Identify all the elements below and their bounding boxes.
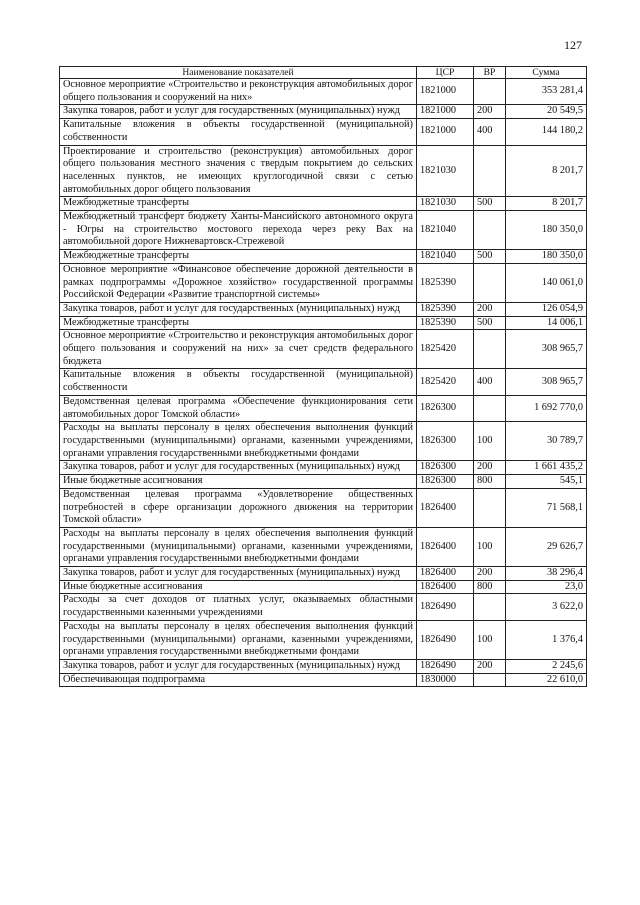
cell-sum: 8 201,7 — [506, 197, 587, 211]
cell-csr: 1830000 — [417, 673, 474, 687]
table-row — [60, 197, 587, 211]
cell-name: Обеспечивающая подпрограмма — [60, 673, 417, 687]
cell-sum: 1 376,4 — [506, 620, 587, 659]
cell-vr: 100 — [474, 620, 506, 659]
cell-vr: 500 — [474, 316, 506, 330]
table-row — [60, 488, 587, 527]
header-row — [60, 67, 587, 79]
cell-csr: 1826490 — [417, 620, 474, 659]
table-row — [60, 594, 587, 620]
table-row — [60, 475, 587, 489]
cell-vr: 100 — [474, 527, 506, 566]
cell-sum: 38 296,4 — [506, 567, 587, 581]
cell-name: Расходы на выплаты персоналу в целях обеспечения выполнения функций государственными (муниципальными) органами, казенными учреждениями, органами управления государственными внебюджетными фондами — [60, 620, 417, 659]
cell-csr: 1825420 — [417, 369, 474, 395]
table-row — [60, 527, 587, 566]
cell-csr: 1826400 — [417, 567, 474, 581]
cell-sum: 30 789,7 — [506, 422, 587, 461]
table-row — [60, 79, 587, 105]
cell-sum: 20 549,5 — [506, 105, 587, 119]
cell-vr: 200 — [474, 567, 506, 581]
cell-name: Межбюджетные трансферты — [60, 197, 417, 211]
cell-sum: 1 692 770,0 — [506, 395, 587, 421]
cell-vr — [474, 79, 506, 105]
cell-csr: 1826300 — [417, 395, 474, 421]
cell-vr: 500 — [474, 197, 506, 211]
cell-sum: 23,0 — [506, 580, 587, 594]
header-vr: ВР — [474, 67, 506, 79]
cell-sum: 308 965,7 — [506, 369, 587, 395]
cell-vr: 100 — [474, 422, 506, 461]
cell-vr: 200 — [474, 659, 506, 673]
table-row — [60, 105, 587, 119]
cell-name: Капитальные вложения в объекты государственной (муниципальной) собственности — [60, 369, 417, 395]
cell-sum: 144 180,2 — [506, 119, 587, 145]
cell-csr: 1821000 — [417, 79, 474, 105]
cell-name: Закупка товаров, работ и услуг для государственных (муниципальных) нужд — [60, 461, 417, 475]
cell-vr — [474, 488, 506, 527]
cell-vr — [474, 594, 506, 620]
table-row — [60, 263, 587, 302]
cell-name: Расходы на выплаты персоналу в целях обеспечения выполнения функций государственными (муниципальными) органами, казенными учреждениями, органами управления государственными внебюджетными фондами — [60, 527, 417, 566]
table-row — [60, 316, 587, 330]
page-number: 127 — [564, 38, 582, 52]
cell-sum: 180 350,0 — [506, 211, 587, 250]
cell-sum: 2 245,6 — [506, 659, 587, 673]
cell-vr — [474, 211, 506, 250]
cell-sum: 126 054,9 — [506, 302, 587, 316]
table-row — [60, 620, 587, 659]
cell-csr: 1826300 — [417, 422, 474, 461]
table-body — [60, 79, 587, 687]
header-name: Наименование показателей — [60, 67, 417, 79]
cell-csr: 1826300 — [417, 475, 474, 489]
cell-name: Иные бюджетные ассигнования — [60, 580, 417, 594]
table-row — [60, 119, 587, 145]
cell-name: Межбюджетный трансферт бюджету Ханты-Мансийского автономного округа - Югры на строительство мостового перехода через реку Вах на автомобильной дороге Нижневартовск-Стрежевой — [60, 211, 417, 250]
cell-sum: 29 626,7 — [506, 527, 587, 566]
cell-vr — [474, 263, 506, 302]
cell-sum: 545,1 — [506, 475, 587, 489]
cell-name: Ведомственная целевая программа «Обеспечение функционирования сети автомобильных дорог Томской области» — [60, 395, 417, 421]
cell-name: Проектирование и строительство (реконструкция) автомобильных дорог общего пользования местного значения с твердым покрытием до сельских населенных пунктов, не имеющих круглогодичной связи с сетью автомобильных дорог общего пользования — [60, 145, 417, 197]
cell-name: Основное мероприятие «Строительство и реконструкция автомобильных дорог общего пользования и сооружений на них» за счет средств федерального бюджета — [60, 330, 417, 369]
cell-vr — [474, 145, 506, 197]
budget-table — [59, 66, 587, 687]
cell-name: Расходы на выплаты персоналу в целях обеспечения выполнения функций государственными (муниципальными) органами, казенными учреждениями, органами управления государственными внебюджетными фондами — [60, 422, 417, 461]
header-csr: ЦСР — [417, 67, 474, 79]
cell-vr: 800 — [474, 475, 506, 489]
cell-sum: 14 006,1 — [506, 316, 587, 330]
cell-vr: 200 — [474, 302, 506, 316]
table-row — [60, 369, 587, 395]
cell-csr: 1826490 — [417, 594, 474, 620]
table-header — [60, 67, 587, 79]
cell-csr: 1821040 — [417, 211, 474, 250]
table-row — [60, 461, 587, 475]
cell-csr: 1825390 — [417, 316, 474, 330]
cell-name: Закупка товаров, работ и услуг для государственных (муниципальных) нужд — [60, 659, 417, 673]
cell-name: Расходы за счет доходов от платных услуг, оказываемых областными государственными казенными учреждениями — [60, 594, 417, 620]
cell-csr: 1825390 — [417, 302, 474, 316]
cell-csr: 1821040 — [417, 250, 474, 264]
table-row — [60, 580, 587, 594]
cell-vr: 400 — [474, 119, 506, 145]
cell-sum: 180 350,0 — [506, 250, 587, 264]
cell-name: Ведомственная целевая программа «Удовлетворение общественных потребностей в сфере организации дорожного движения на территории Томской области» — [60, 488, 417, 527]
cell-sum: 3 622,0 — [506, 594, 587, 620]
cell-csr: 1825390 — [417, 263, 474, 302]
cell-name: Закупка товаров, работ и услуг для государственных (муниципальных) нужд — [60, 302, 417, 316]
cell-csr: 1821000 — [417, 119, 474, 145]
table-row — [60, 673, 587, 687]
table-row — [60, 422, 587, 461]
cell-csr: 1821030 — [417, 145, 474, 197]
table-row — [60, 145, 587, 197]
cell-name: Закупка товаров, работ и услуг для государственных (муниципальных) нужд — [60, 567, 417, 581]
cell-name: Межбюджетные трансферты — [60, 250, 417, 264]
cell-vr: 200 — [474, 461, 506, 475]
cell-name: Закупка товаров, работ и услуг для государственных (муниципальных) нужд — [60, 105, 417, 119]
cell-vr: 400 — [474, 369, 506, 395]
header-sum: Сумма — [506, 67, 587, 79]
cell-csr: 1826300 — [417, 461, 474, 475]
table-row — [60, 250, 587, 264]
cell-csr: 1821030 — [417, 197, 474, 211]
cell-vr: 800 — [474, 580, 506, 594]
cell-name: Межбюджетные трансферты — [60, 316, 417, 330]
cell-sum: 308 965,7 — [506, 330, 587, 369]
cell-vr: 200 — [474, 105, 506, 119]
cell-name: Основное мероприятие «Строительство и реконструкция автомобильных дорог общего пользования и сооружений на них» — [60, 79, 417, 105]
cell-vr — [474, 673, 506, 687]
cell-sum: 140 061,0 — [506, 263, 587, 302]
cell-sum: 353 281,4 — [506, 79, 587, 105]
cell-csr: 1821000 — [417, 105, 474, 119]
cell-name: Основное мероприятие «Финансовое обеспечение дорожной деятельности в рамках подпрограммы «Дорожное хозяйство» государственной программы Российской Федерации «Развитие транспортной системы» — [60, 263, 417, 302]
cell-sum: 22 610,0 — [506, 673, 587, 687]
table-row — [60, 567, 587, 581]
table-row — [60, 302, 587, 316]
cell-csr: 1825420 — [417, 330, 474, 369]
cell-sum: 8 201,7 — [506, 145, 587, 197]
cell-vr — [474, 395, 506, 421]
cell-csr: 1826400 — [417, 580, 474, 594]
cell-csr: 1826490 — [417, 659, 474, 673]
cell-name: Иные бюджетные ассигнования — [60, 475, 417, 489]
cell-sum: 1 661 435,2 — [506, 461, 587, 475]
table-row — [60, 330, 587, 369]
cell-csr: 1826400 — [417, 488, 474, 527]
table-row — [60, 211, 587, 250]
cell-vr — [474, 330, 506, 369]
cell-vr: 500 — [474, 250, 506, 264]
table-row — [60, 395, 587, 421]
table-row — [60, 659, 587, 673]
cell-csr: 1826400 — [417, 527, 474, 566]
cell-sum: 71 568,1 — [506, 488, 587, 527]
cell-name: Капитальные вложения в объекты государственной (муниципальной) собственности — [60, 119, 417, 145]
